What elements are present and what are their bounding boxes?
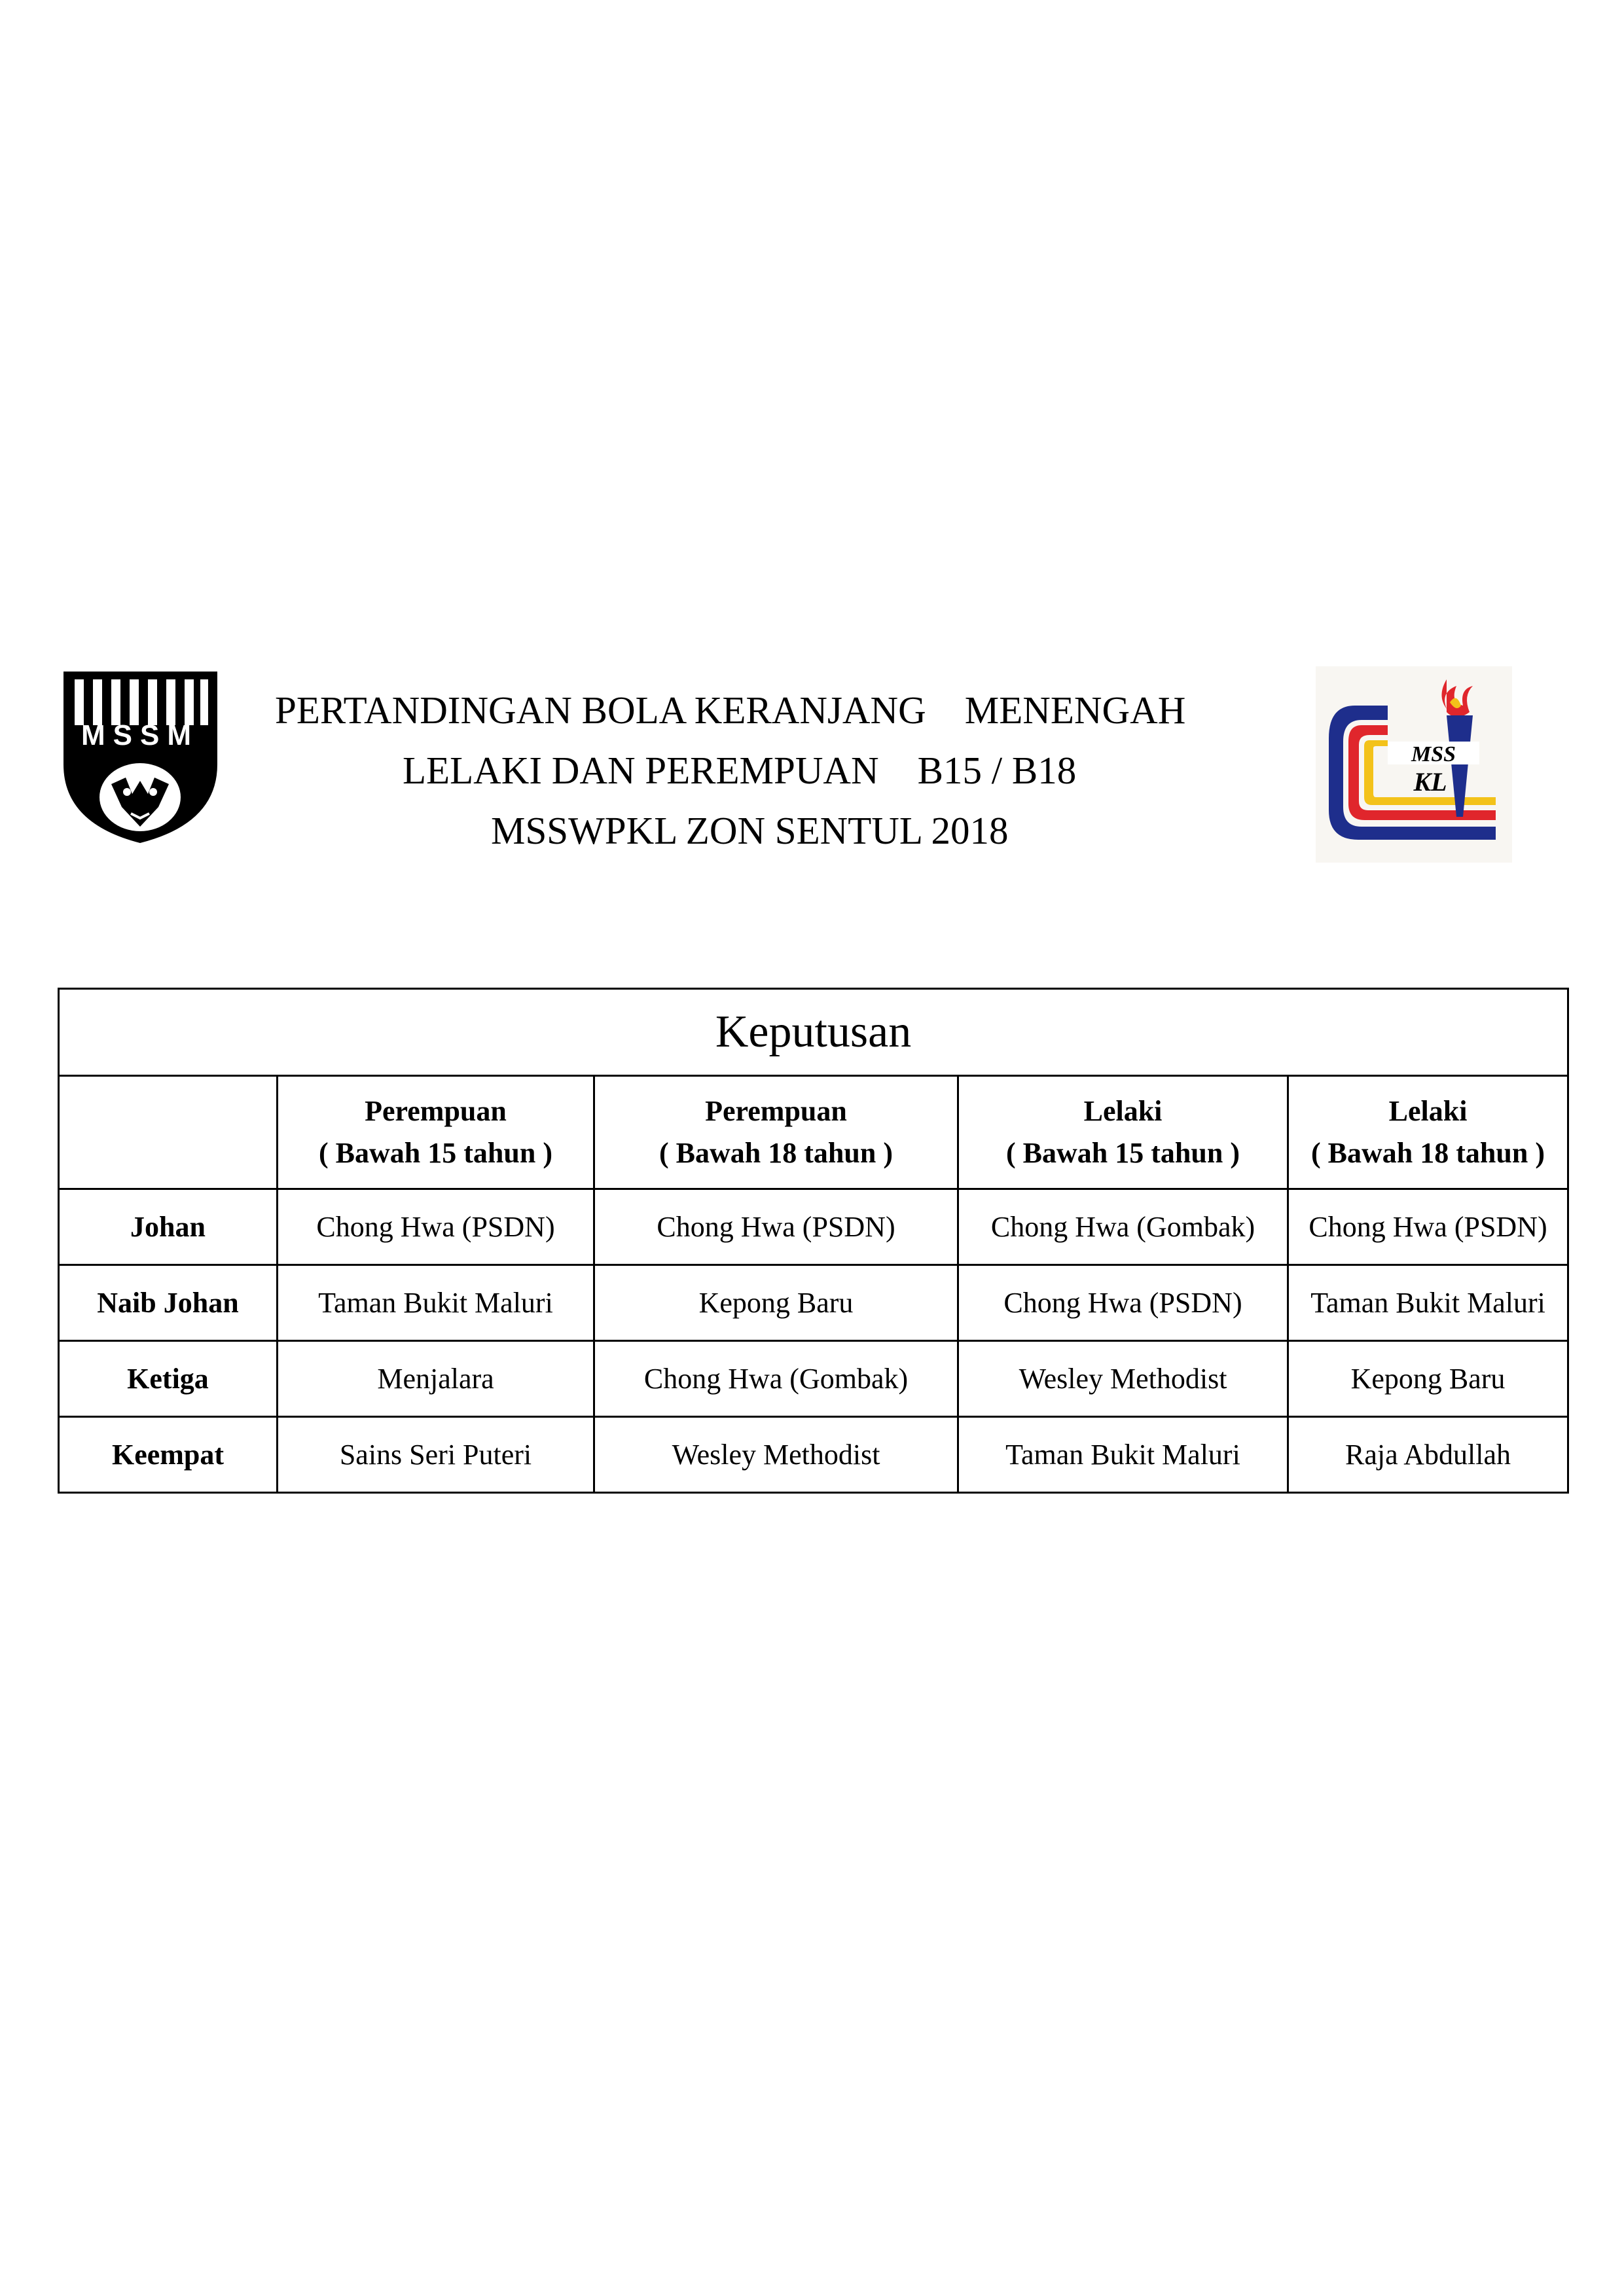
svg-text:KL: KL — [1413, 767, 1447, 797]
column-header — [1288, 1076, 1568, 1189]
results-table — [58, 988, 1569, 1494]
table-cell: Chong Hwa (PSDN) — [958, 1265, 1288, 1341]
msskl-logo — [1316, 666, 1512, 863]
table-cell: Chong Hwa (PSDN) — [1288, 1189, 1568, 1265]
title-line-1: PERTANDINGAN BOLA KERANJANG MENENGAH — [275, 689, 1186, 732]
table-cell: Menjalara — [278, 1341, 594, 1417]
table-cell: Taman Bukit Maluri — [958, 1417, 1288, 1493]
column-title: Perempuan — [705, 1095, 847, 1127]
row-label: Ketiga — [59, 1341, 278, 1417]
row-label: Keempat — [59, 1417, 278, 1493]
mssm-logo — [60, 666, 221, 846]
table-cell: Kepong Baru — [594, 1265, 958, 1341]
header-empty-cell — [59, 1076, 278, 1189]
svg-text:MSSM: MSSM — [81, 719, 199, 751]
table-cell: Chong Hwa (Gombak) — [958, 1189, 1288, 1265]
column-subtitle: ( Bawah 15 tahun ) — [319, 1137, 552, 1169]
svg-text:MSS: MSS — [1411, 742, 1456, 766]
column-header — [594, 1076, 958, 1189]
row-label: Naib Johan — [59, 1265, 278, 1341]
table-row — [59, 1341, 1568, 1417]
table-row — [59, 1417, 1568, 1493]
column-subtitle: ( Bawah 15 tahun ) — [1006, 1137, 1240, 1169]
table-cell: Chong Hwa (PSDN) — [594, 1189, 958, 1265]
title-line-2: LELAKI DAN PEREMPUAN B15 / B18 — [403, 749, 1077, 792]
table-cell: Raja Abdullah — [1288, 1417, 1568, 1493]
table-cell: Sains Seri Puteri — [278, 1417, 594, 1493]
table-header-row — [59, 1076, 1568, 1189]
column-title: Lelaki — [1083, 1095, 1163, 1127]
table-cell: Chong Hwa (Gombak) — [594, 1341, 958, 1417]
table-cell: Kepong Baru — [1288, 1341, 1568, 1417]
table-row — [59, 1265, 1568, 1341]
column-title: Lelaki — [1388, 1095, 1468, 1127]
column-subtitle: ( Bawah 18 tahun ) — [1311, 1137, 1545, 1169]
row-label: Johan — [59, 1189, 278, 1265]
column-header — [958, 1076, 1288, 1189]
title-line-3: MSSWPKL ZON SENTUL 2018 — [491, 809, 1009, 852]
column-title: Perempuan — [365, 1095, 507, 1127]
table-row — [59, 1189, 1568, 1265]
table-cell: Taman Bukit Maluri — [1288, 1265, 1568, 1341]
column-header — [278, 1076, 594, 1189]
column-subtitle: ( Bawah 18 tahun ) — [659, 1137, 893, 1169]
table-cell: Wesley Methodist — [594, 1417, 958, 1493]
table-cell: Wesley Methodist — [958, 1341, 1288, 1417]
table-caption: Keputusan — [59, 989, 1568, 1076]
table-cell: Chong Hwa (PSDN) — [278, 1189, 594, 1265]
table-cell: Taman Bukit Maluri — [278, 1265, 594, 1341]
